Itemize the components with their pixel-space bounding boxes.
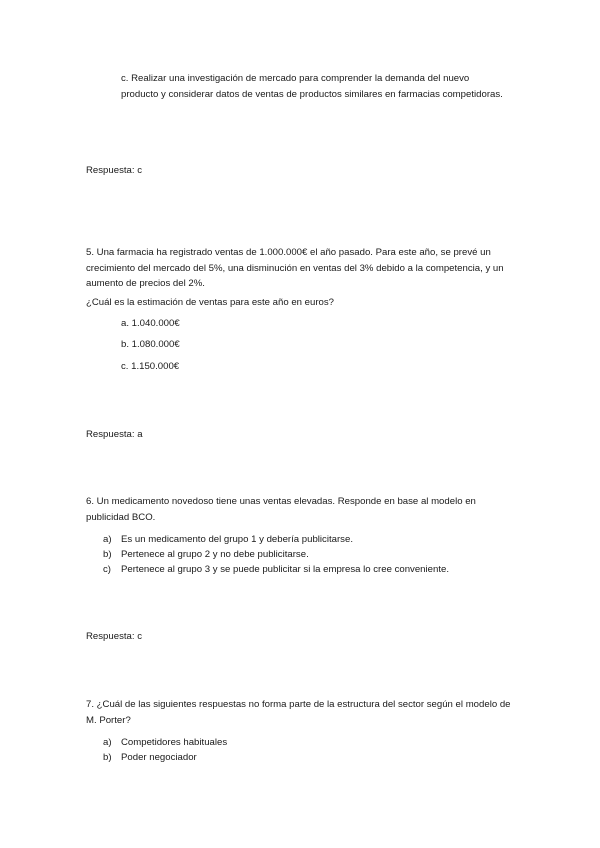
- q6-stem: 6. Un medicamento novedoso tiene unas ventas elevadas. Responde en base al modelo en publicidad BCO.: [86, 496, 476, 523]
- q7-option-b-marker: b): [103, 752, 112, 763]
- q5-option-c: c. 1.150.000€: [121, 361, 180, 372]
- q6-option-a-marker: a): [103, 534, 112, 545]
- q5-question: ¿Cuál es la estimación de ventas para este año en euros?: [86, 297, 334, 308]
- q7-option-b-text: Poder negociador: [121, 752, 197, 763]
- q6-answer: Respuesta: c: [86, 631, 142, 642]
- q7-option-a-text: Competidores habituales: [121, 737, 228, 748]
- q5-option-a: a. 1.040.000€: [121, 318, 180, 329]
- q7-option-a-marker: a): [103, 737, 112, 748]
- q7-option-b: [103, 750, 523, 766]
- q4-answer: Respuesta: c: [86, 165, 142, 176]
- q6-option-a: [103, 532, 523, 548]
- q6-option-c-marker: c): [103, 564, 111, 575]
- q5-stem: 5. Una farmacia ha registrado ventas de 1.000.000€ el año pasado. Para este año, se prevé un crecimiento del mercado del 5%, una disminución en ventas del 3% debido a la competencia, y un aumento de precios del 2%.: [86, 247, 504, 289]
- q6-option-b-marker: b): [103, 549, 112, 560]
- q6-option-b: [103, 547, 523, 563]
- q6-option-a-text: Es un medicamento del grupo 1 y debería publicitarse.: [121, 534, 353, 545]
- q4-option-c: c. Realizar una investigación de mercado para comprender la demanda del nuevo producto y considerar datos de ventas de productos similares en farmacias competidoras.: [121, 73, 503, 100]
- q5-option-b: b. 1.080.000€: [121, 339, 180, 350]
- q7-option-a: [103, 735, 523, 751]
- q6-option-c-text: Pertenece al grupo 3 y se puede publicitar si la empresa lo cree conveniente.: [121, 564, 449, 575]
- q7-stem: 7. ¿Cuál de las siguientes respuestas no forma parte de la estructura del sector según el modelo de M. Porter?: [86, 699, 511, 726]
- q6-option-c: [103, 562, 523, 578]
- q5-answer: Respuesta: a: [86, 429, 143, 440]
- q6-option-b-text: Pertenece al grupo 2 y no debe publicitarse.: [121, 549, 309, 560]
